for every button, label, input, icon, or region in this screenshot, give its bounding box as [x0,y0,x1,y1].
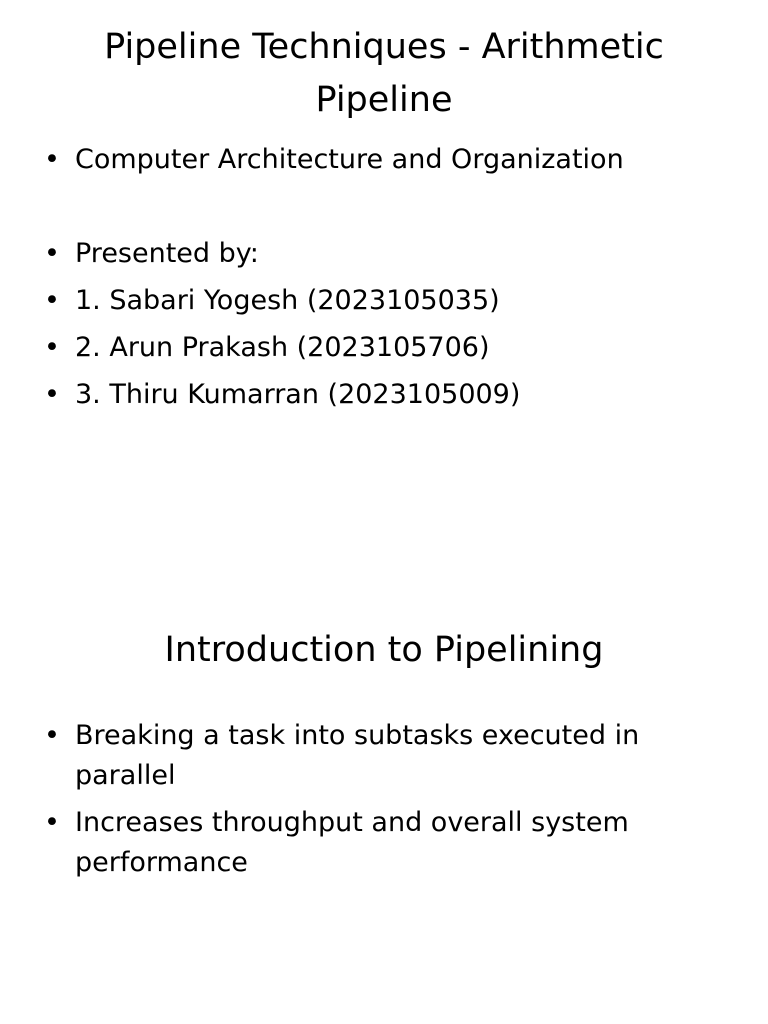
bullet-text: Computer Architecture and Organization [75,144,624,175]
bullet-list [44,140,684,422]
bullet-text: 1. Sabari Yogesh (2023105035) [75,285,500,316]
slide-2 [0,512,768,1024]
bullet-text: Breaking a task into subtasks executed in parallel [75,720,640,791]
list-item [44,140,684,180]
list-item [44,716,684,796]
slide-title: Pipeline Techniques - Arithmetic Pipeline [104,27,664,120]
bullet-dot-icon: • [44,144,60,175]
list-item [44,328,684,368]
list-item [44,281,684,321]
bullet-list [44,716,684,890]
list-item [44,234,684,274]
slide-title: Introduction to Pipelining [164,630,604,670]
bullet-dot-icon: • [44,807,60,838]
bullet-dot-icon: • [44,332,60,363]
list-item [44,803,684,883]
list-item [44,375,684,415]
bullet-text: Presented by: [75,238,259,269]
bullet-dot-icon: • [44,379,60,410]
list-item [44,187,684,227]
bullet-text: 3. Thiru Kumarran (2023105009) [75,379,521,410]
bullet-text: 2. Arun Prakash (2023105706) [75,332,490,363]
bullet-dot-icon: • [44,285,60,316]
bullet-text: Increases throughput and overall system performance [75,807,629,878]
bullet-dot-icon: • [44,238,60,269]
bullet-dot-icon: • [44,720,60,751]
